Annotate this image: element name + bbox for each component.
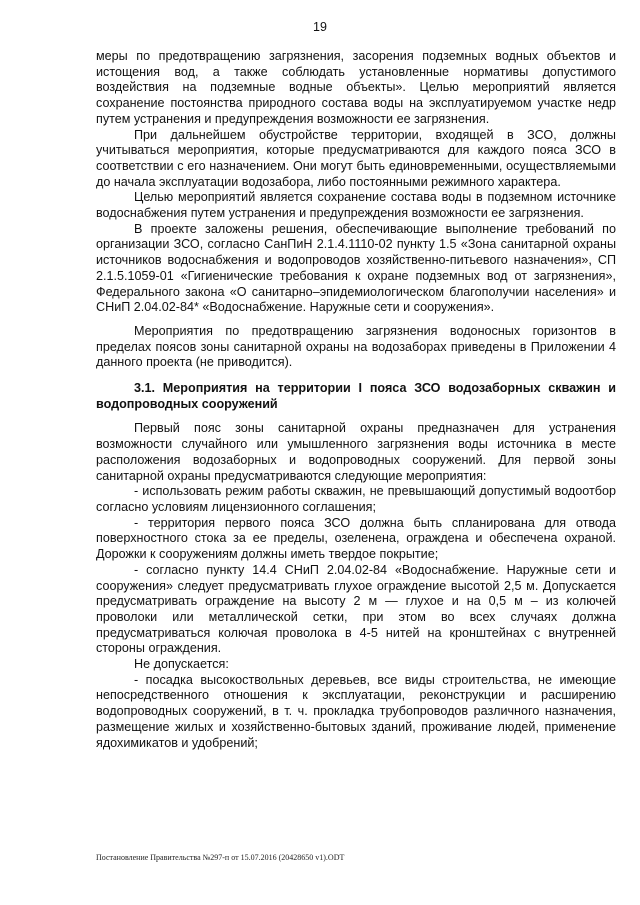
paragraph: В проекте заложены решения, обеспечивающие выполнение требований по организации ЗСО, согласно СанПиН 2.1.4.1110-02 пункту 1.5 «Зона санитарной охраны источников водоснабжения и водопроводов хозяйственно-питьевого назначения», СП 2.1.5.1059-01 «Гигиенические требования к охране подземных вод от загрязнения», Федерального закона «О санитарно–эпидемиологическом благополучии населения» и СНиП 2.04.02-84* «Водоснабжение. Наружные сети и сооружения». xyxy=(96,221,616,315)
list-item: - согласно пункту 14.4 СНиП 2.04.02-84 «Водоснабжение. Наружные сети и сооружения» следует предусматривать глухое ограждение высотой 2,5 м. Допускается предусматривать ограждение на высоту 2 м — глухое и на 0,5 м – из колючей проволоки или металлической сетки, при этом во всех случаях должна предусматриваться колючая проволока в 4-5 нитей на кронштейнах с внутренней стороны ограждения. xyxy=(96,562,616,656)
section-heading: 3.1. Мероприятия на территории I пояса ЗСО водозаборных скважин и водопроводных сооружений xyxy=(96,381,616,411)
paragraph: меры по предотвращению загрязнения, засорения подземных водных объектов и истощения вод, а также соблюдать установленные нормативы допустимого воздействия на подземные водные объекты». Целью мероприятий является сохранение постоянства природного состава воды на эксплуатируемом участке недр путем устранения и предупреждения возможности ее загрязнения. xyxy=(96,49,616,126)
list-item: - посадка высокоствольных деревьев, все виды строительства, не имеющие непосредственного отношения к эксплуатации, реконструкции и расширению водопроводных сооружений, в т. ч. прокладка трубопроводов различного назначения, размещение жилых и хозяйственно-бытовых зданий, проживание людей, применение ядохимикатов и удобрений; xyxy=(96,672,616,750)
paragraph: Первый пояс зоны санитарной охраны предназначен для устранения возможности случайного или умышленного загрязнения воды источника в месте расположения водозаборных и водопроводных сооружений. Для первой зоны санитарной охраны предусматриваются следующие мероприятия: xyxy=(96,421,616,483)
list-item: - территория первого пояса ЗСО должна быть спланирована для отвода поверхностного стока за ее пределы, озеленена, ограждена и обеспечена охраной. Дорожки к сооружениям должны иметь твердое покрытие; xyxy=(96,515,616,562)
paragraph: Целью мероприятий является сохранение состава воды в подземном источнике водоснабжения путем устранения и предупреждения возможности ее загрязнения. xyxy=(96,190,616,221)
paragraph: При дальнейшем обустройстве территории, входящей в ЗСО, должны учитываться мероприятия, которые предусматриваются для каждого пояса ЗСО в соответствии с его назначением. Они могут быть единовременными, осуществляемыми до начала эксплуатации водозабора, либо постоянными режимного характера. xyxy=(96,127,616,189)
page-number: 19 xyxy=(313,20,327,34)
list-item: - использовать режим работы скважин, не превышающий допустимый водоотбор согласно условиям лицензионного соглашения; xyxy=(96,484,616,514)
document-footer: Постановление Правительства №297-п от 15.07.2016 (20428650 v1).ODT xyxy=(96,853,345,862)
paragraph: Не допускается: xyxy=(134,657,229,672)
paragraph: Мероприятия по предотвращению загрязнения водоносных горизонтов в пределах поясов зоны санитарной охраны на водозаборах приведены в Приложении 4 данного проекта (не приводится). xyxy=(96,323,616,370)
document-body xyxy=(96,49,616,751)
